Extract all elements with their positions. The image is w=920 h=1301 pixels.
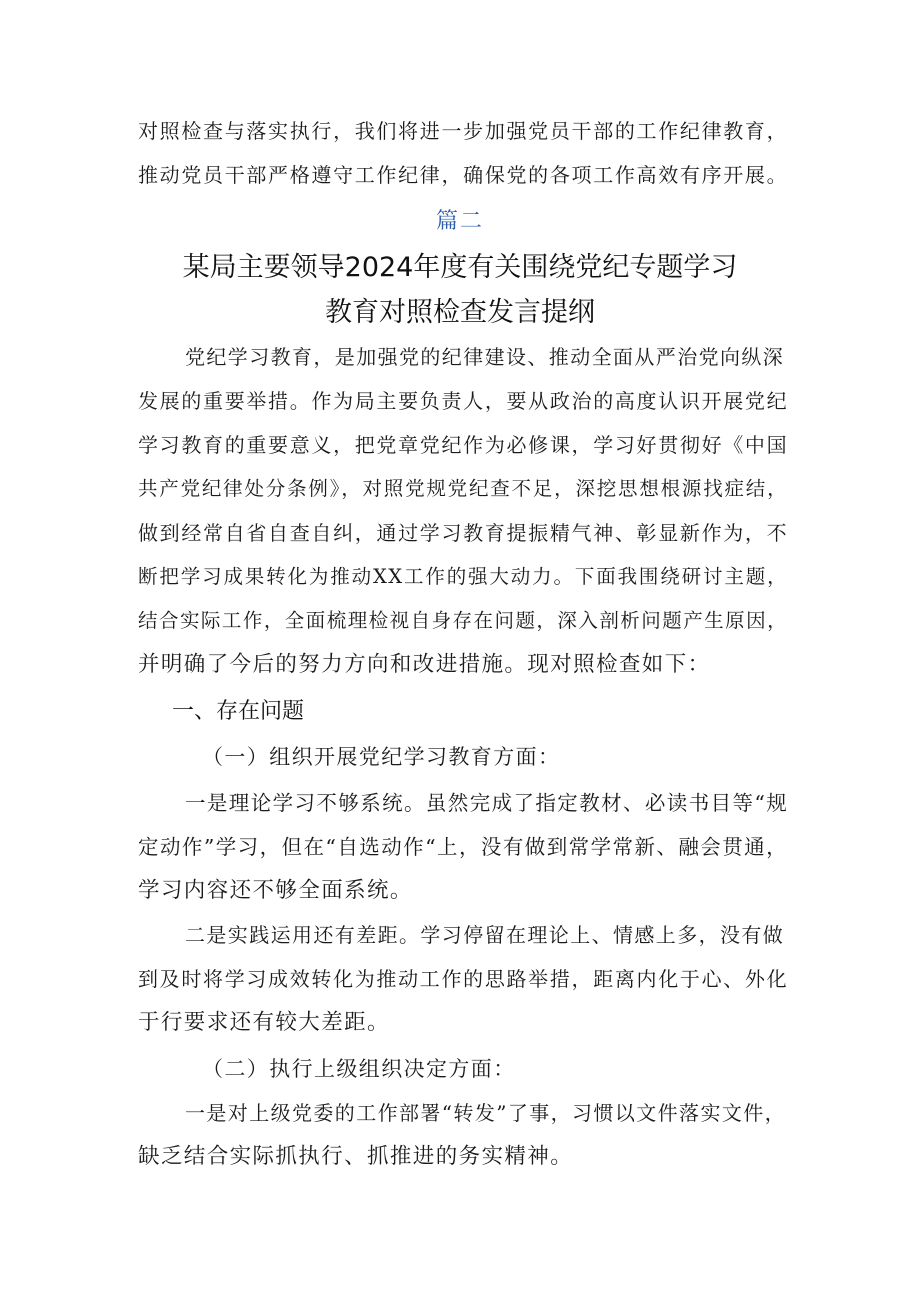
paragraph-line: 党纪学习教育，是加强党的纪律建设、推动全面从严治党向纵深 (185, 345, 785, 369)
paragraph-line: 并明确了今后的努力方向和改进措施。现对照检查如下： (138, 652, 711, 677)
paragraph-line: 学习教育的重要意义，把党章党纪作为必修课，学习好贯彻好《中国 (138, 433, 788, 457)
point-line: 于行要求还有较大差距。 (138, 1010, 390, 1035)
point-line: 一是理论学习不够系统。虽然完成了指定教材、必读书目等“规 (185, 791, 789, 815)
point-line: 二是实践运用还有差距。学习停留在理论上、情感上多，没有做 (185, 923, 785, 947)
section-label: 篇二 (435, 209, 484, 234)
intro-line: 推动党员干部严格遵守工作纪律，确保党的各项工作高效有序开展。 (138, 163, 788, 187)
point-line: 一是对上级党委的工作部署“转发”了事，习惯以文件落实文件， (185, 1101, 787, 1125)
point-line: 到及时将学习成效转化为推动工作的思路举措，距离内化于心、外化 (138, 967, 788, 991)
paragraph-line: 断把学习成果转化为推动XX工作的强大动力。下面我围绕研讨主题， (138, 565, 788, 588)
paragraph-line: 做到经常自省自查自纠，通过学习教育提振精气神、彰显新作为，不 (138, 521, 788, 545)
point-line: 定动作”学习，但在“自选动作“上，没有做到常学常新、融会贯通， (138, 835, 788, 859)
intro-line: 对照检查与落实执行，我们将进一步加强党员干部的工作纪律教育， (138, 119, 788, 143)
document-title-line: 某局主要领导2024年度有关围绕党纪专题学习 (182, 252, 738, 283)
paragraph-line: 共产党纪律处分条例》，对照党规党纪查不足，深挖思想根源找症结， (138, 477, 788, 500)
point-line: 学习内容还不够全面系统。 (138, 878, 413, 903)
paragraph-line: 结合实际工作，全面梳理检视自身存在问题，深入剖析问题产生原因， (138, 609, 788, 632)
section-heading: 一、存在问题 (172, 699, 305, 724)
subsection-heading: （二）执行上级组织决定方面： (202, 1057, 516, 1081)
document-title-line: 教育对照检查发言提纲 (325, 297, 595, 328)
subsection-heading: （一）组织开展党纪学习教育方面： (202, 745, 561, 769)
point-line: 缺乏结合实际抓执行、抓推进的务实精神。 (138, 1144, 574, 1169)
paragraph-line: 发展的重要举措。作为局主要负责人，要从政治的高度认识开展党纪 (138, 389, 788, 413)
